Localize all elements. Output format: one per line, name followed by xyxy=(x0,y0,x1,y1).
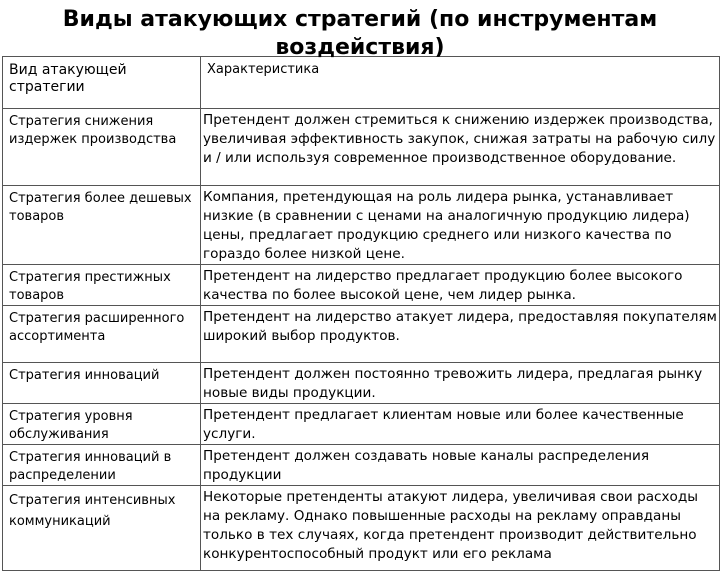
strategies-table xyxy=(2,56,720,571)
strategy-name: Стратегия снижения издержек производства xyxy=(3,109,201,186)
strategy-name: Стратегия престижных товаров xyxy=(3,265,201,306)
strategy-description: Претендент на лидерство предлагает продукцию более высокого качества по более высокой цене, чем лидер рынка. xyxy=(201,265,720,306)
table-row xyxy=(3,445,720,486)
strategy-description: Претендент должен постоянно тревожить лидера, предлагая рынку новые виды продукции. xyxy=(201,363,720,404)
table-row xyxy=(3,306,720,363)
table-row xyxy=(3,404,720,445)
strategy-name: Стратегия уровня обслуживания xyxy=(3,404,201,445)
table-row xyxy=(3,265,720,306)
header-characteristic: Характеристика xyxy=(201,57,720,109)
strategy-description: Компания, претендующая на роль лидера рынка, устанавливает низкие (в сравнении с ценами на аналогичную продукцию лидера) цены, предлагает продукцию среднего или низкого качества по гораздо более низкой цене. xyxy=(201,186,720,265)
strategy-description: Претендент должен стремиться к снижению издержек производства, увеличивая эффективность закупок, снижая затраты на рабочую силу и / или используя современное производственное оборудование. xyxy=(201,109,720,186)
strategy-description: Некоторые претенденты атакуют лидера, увеличивая свои расходы на рекламу. Однако повышенные расходы на рекламу оправданы только в тех случаях, когда претендент производит действительно конкурентоспособный продукт или его реклама xyxy=(201,486,720,571)
table-row xyxy=(3,186,720,265)
strategy-name: Стратегия более дешевых товаров xyxy=(3,186,201,265)
slide-title: Виды атакующих стратегий (по инструментам воздействия) xyxy=(62,7,658,60)
table-row xyxy=(3,109,720,186)
strategy-description: Претендент на лидерство атакует лидера, предоставляя покупателям широкий выбор продуктов. xyxy=(201,306,720,363)
header-strategy-type: Вид атакующей стратегии xyxy=(3,57,201,109)
table-row xyxy=(3,363,720,404)
strategy-name: Стратегия интенсивных коммуникаций xyxy=(3,486,201,571)
strategy-name: Стратегия расширенного ассортимента xyxy=(3,306,201,363)
strategy-name: Стратегия инноваций xyxy=(3,363,201,404)
strategy-description: Претендент должен создавать новые каналы распределения продукции xyxy=(201,445,720,486)
strategy-description: Претендент предлагает клиентам новые или более качественные услуги. xyxy=(201,404,720,445)
table-header-row xyxy=(3,57,720,109)
table-row xyxy=(3,486,720,571)
strategy-name: Стратегия инноваций в распределении xyxy=(3,445,201,486)
